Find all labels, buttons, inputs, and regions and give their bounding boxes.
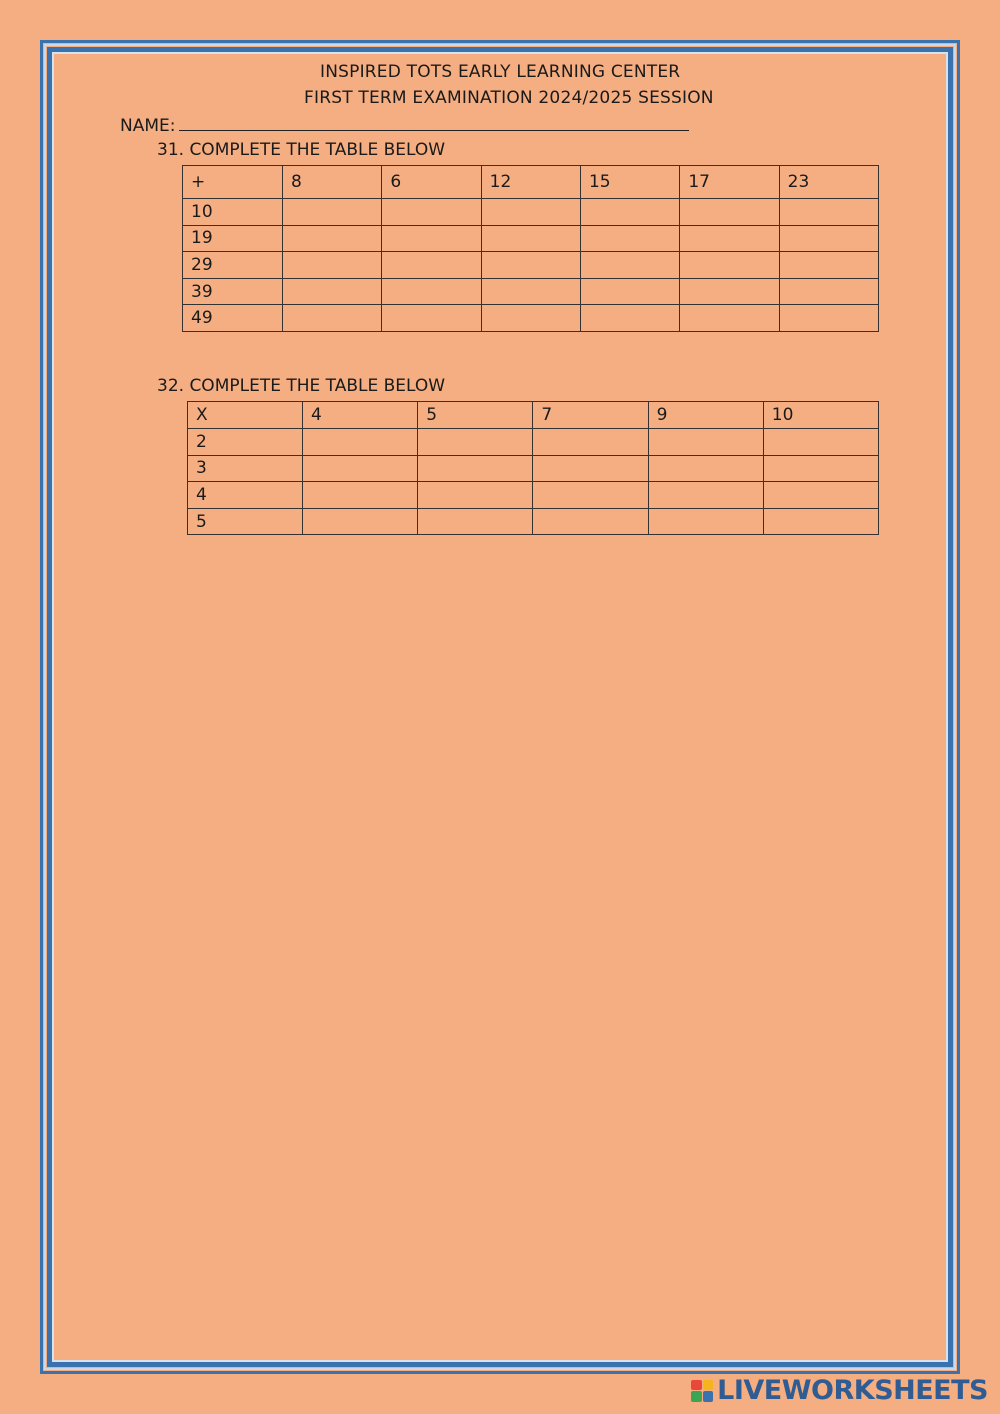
row-header: 10 — [183, 199, 283, 226]
table-row — [183, 199, 879, 226]
multiplication-table — [187, 401, 879, 535]
question-31-title: 31. COMPLETE THE TABLE BELOW — [157, 140, 446, 160]
answer-cell[interactable] — [648, 482, 763, 509]
row-header: 4 — [188, 482, 303, 509]
answer-cell[interactable] — [418, 482, 533, 509]
table-row — [188, 482, 879, 509]
answer-cell[interactable] — [382, 252, 481, 279]
answer-cell[interactable] — [580, 278, 679, 305]
table-row — [188, 455, 879, 482]
answer-cell[interactable] — [580, 305, 679, 332]
answer-cell[interactable] — [303, 429, 418, 456]
column-header: 8 — [283, 166, 382, 199]
answer-cell[interactable] — [763, 482, 878, 509]
answer-cell[interactable] — [283, 252, 382, 279]
header-row — [183, 166, 879, 199]
column-header: 12 — [481, 166, 580, 199]
row-header: 29 — [183, 252, 283, 279]
answer-cell[interactable] — [533, 508, 648, 535]
answer-cell[interactable] — [779, 225, 878, 252]
question-32-title: 32. COMPLETE THE TABLE BELOW — [157, 376, 446, 396]
exam-title: FIRST TERM EXAMINATION 2024/2025 SESSION — [304, 88, 714, 108]
header-row — [188, 402, 879, 429]
operator-cell: + — [183, 166, 283, 199]
answer-cell[interactable] — [303, 508, 418, 535]
answer-cell[interactable] — [763, 508, 878, 535]
answer-cell[interactable] — [481, 252, 580, 279]
logo-tile — [703, 1380, 714, 1391]
answer-cell[interactable] — [680, 305, 779, 332]
answer-cell[interactable] — [303, 482, 418, 509]
column-header: 7 — [533, 402, 648, 429]
answer-cell[interactable] — [648, 429, 763, 456]
answer-cell[interactable] — [303, 455, 418, 482]
operator-cell: X — [188, 402, 303, 429]
column-header: 23 — [779, 166, 878, 199]
table-row — [183, 252, 879, 279]
answer-cell[interactable] — [763, 455, 878, 482]
table-row — [188, 508, 879, 535]
name-blank-line[interactable] — [179, 114, 689, 131]
column-header: 4 — [303, 402, 418, 429]
logo-tile — [703, 1391, 714, 1402]
answer-cell[interactable] — [648, 455, 763, 482]
liveworksheets-brand — [691, 1375, 988, 1406]
answer-cell[interactable] — [779, 199, 878, 226]
answer-cell[interactable] — [382, 305, 481, 332]
column-header: 17 — [680, 166, 779, 199]
table-row — [188, 429, 879, 456]
answer-cell[interactable] — [418, 508, 533, 535]
answer-cell[interactable] — [418, 455, 533, 482]
name-label: NAME: — [120, 116, 176, 136]
answer-cell[interactable] — [648, 508, 763, 535]
row-header: 3 — [188, 455, 303, 482]
answer-cell[interactable] — [680, 252, 779, 279]
column-header: 9 — [648, 402, 763, 429]
answer-cell[interactable] — [533, 455, 648, 482]
school-name: INSPIRED TOTS EARLY LEARNING CENTER — [320, 62, 681, 82]
answer-cell[interactable] — [481, 225, 580, 252]
table-row — [183, 305, 879, 332]
row-header: 39 — [183, 278, 283, 305]
answer-cell[interactable] — [580, 199, 679, 226]
answer-cell[interactable] — [418, 429, 533, 456]
column-header: 10 — [763, 402, 878, 429]
answer-cell[interactable] — [382, 225, 481, 252]
name-row — [120, 114, 689, 136]
answer-cell[interactable] — [481, 199, 580, 226]
answer-cell[interactable] — [779, 305, 878, 332]
answer-cell[interactable] — [580, 225, 679, 252]
row-header: 2 — [188, 429, 303, 456]
liveworksheets-logo-icon — [691, 1380, 713, 1402]
table-row — [183, 225, 879, 252]
row-header: 49 — [183, 305, 283, 332]
answer-cell[interactable] — [779, 252, 878, 279]
answer-cell[interactable] — [680, 278, 779, 305]
answer-cell[interactable] — [283, 225, 382, 252]
answer-cell[interactable] — [283, 199, 382, 226]
row-header: 19 — [183, 225, 283, 252]
answer-cell[interactable] — [481, 278, 580, 305]
answer-cell[interactable] — [580, 252, 679, 279]
addition-table — [182, 165, 879, 332]
answer-cell[interactable] — [533, 429, 648, 456]
answer-cell[interactable] — [382, 199, 481, 226]
answer-cell[interactable] — [680, 225, 779, 252]
column-header: 5 — [418, 402, 533, 429]
logo-tile — [691, 1391, 702, 1402]
row-header: 5 — [188, 508, 303, 535]
answer-cell[interactable] — [779, 278, 878, 305]
logo-tile — [691, 1380, 702, 1391]
column-header: 15 — [580, 166, 679, 199]
brand-text: LIVEWORKSHEETS — [717, 1375, 988, 1406]
answer-cell[interactable] — [283, 278, 382, 305]
answer-cell[interactable] — [680, 199, 779, 226]
answer-cell[interactable] — [283, 305, 382, 332]
column-header: 6 — [382, 166, 481, 199]
answer-cell[interactable] — [481, 305, 580, 332]
answer-cell[interactable] — [382, 278, 481, 305]
answer-cell[interactable] — [533, 482, 648, 509]
answer-cell[interactable] — [763, 429, 878, 456]
table-row — [183, 278, 879, 305]
